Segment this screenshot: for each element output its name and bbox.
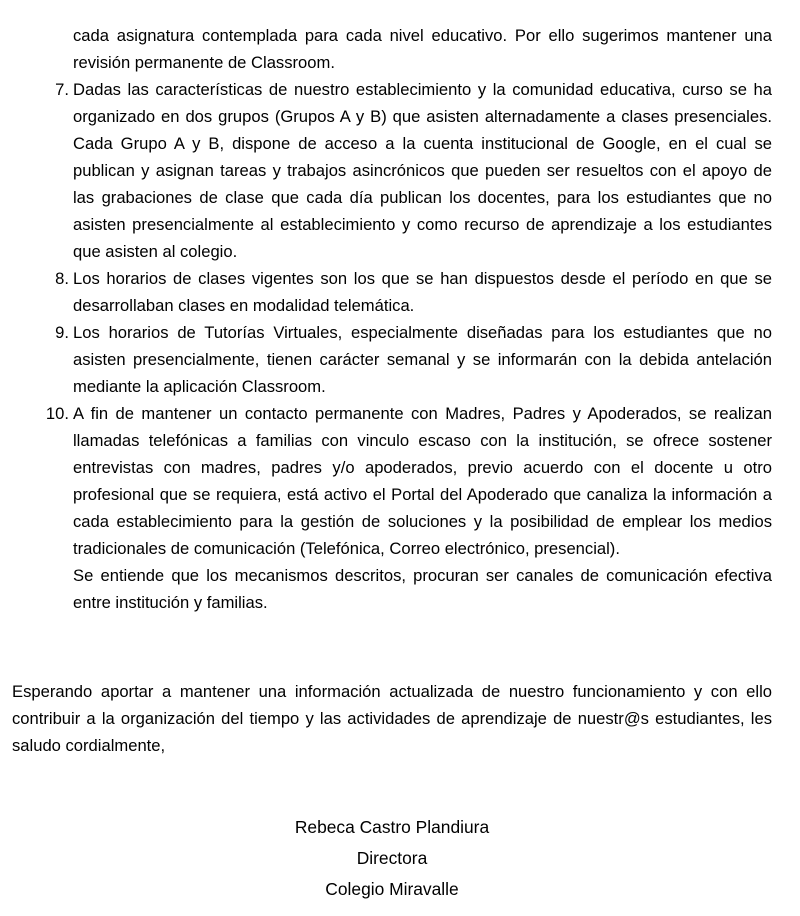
list-item-number: 8. xyxy=(55,269,69,288)
list-item-10-followup: Se entiende que los mecanismos descritos, procuran ser canales de comunicación efectiva entre institución y familias. xyxy=(73,566,772,612)
numbered-list xyxy=(45,22,772,616)
signature-institution: Colegio Miravalle xyxy=(325,879,459,899)
list-item-9 xyxy=(55,319,772,400)
list-item-number: 7. xyxy=(55,80,69,99)
list-item-text: A fin de mantener un contacto permanente con Madres, Padres y Apoderados, se realizan llamadas telefónicas a familias con vinculo escaso con la institución, se ofrece sostener entrevistas con madres, padres y/o apoderados, previo acuerdo con el docente u otro profesional que se requiera, está activo el Portal del Apoderado que canaliza la información a cada establecimiento para la gestión de soluciones y la posibilidad de emplear los medios tradicionales de comunicación (Telefónica, Correo electrónico, presencial). xyxy=(73,404,772,558)
list-item-number: 9. xyxy=(55,323,69,342)
signature-name: Rebeca Castro Plandiura xyxy=(294,817,490,837)
list-item-number: 10. xyxy=(45,404,69,423)
list-item-text: Los horarios de clases vigentes son los que se han dispuestos desde el período en que se desarrollaban clases en modalidad telemática. xyxy=(73,269,772,315)
signature-block xyxy=(0,812,784,905)
list-item-text: Dadas las características de nuestro establecimiento y la comunidad educativa, curso se ha organizado en dos grupos (Grupos A y B) que asisten alternadamente a clases presenciales. Cada Grupo A y B, dispone de acceso a la cuenta institucional de Google, en el cual se publican y asignan tareas y trabajos asincrónicos que pueden ser resueltos con el apoyo de las grabaciones de clase que cada día publican los docentes, para los estudiantes que no asisten presencialmente al establecimiento y como recurso de aprendizaje a los estudiantes que asisten al colegio. xyxy=(73,80,772,261)
list-item-8 xyxy=(55,265,772,319)
closing-paragraph: Esperando aportar a mantener una información actualizada de nuestro funcionamiento y con ello contribuir a la organización del tiempo y las actividades de aprendizaje de nuestr@s estudiantes, les saludo cordialmente, xyxy=(12,682,772,755)
list-item-text: Los horarios de Tutorías Virtuales, especialmente diseñadas para los estudiantes que no asisten presencialmente, tienen carácter semanal y se informarán con la debida antelación mediante la aplicación Classroom. xyxy=(73,323,772,396)
list-continuation-text: cada asignatura contemplada para cada nivel educativo. Por ello sugerimos mantener una revisión permanente de Classroom. xyxy=(73,26,772,72)
signature-role: Directora xyxy=(356,848,428,868)
list-item-7 xyxy=(55,76,772,265)
list-item-10 xyxy=(45,400,772,562)
